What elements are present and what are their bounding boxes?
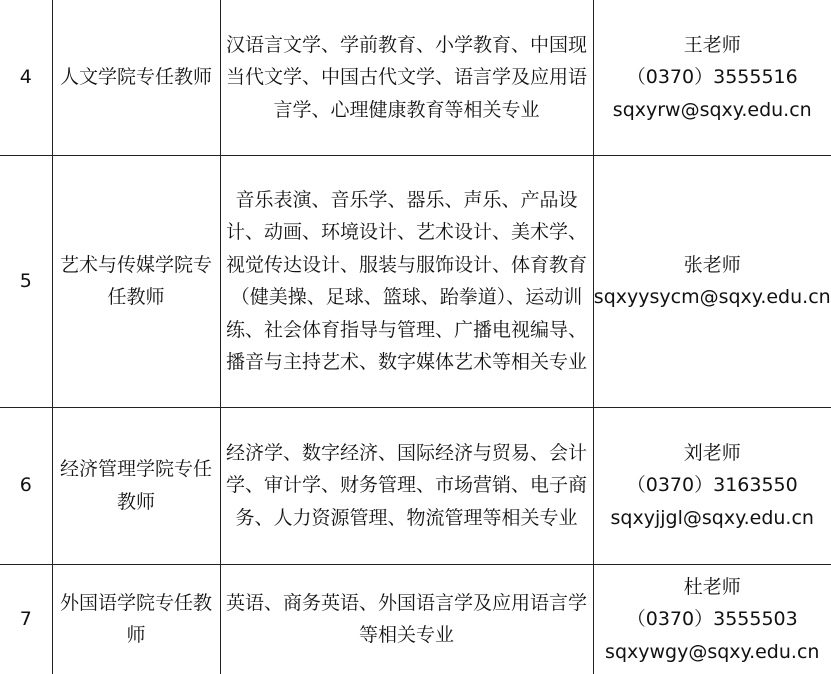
contact-phone: （0370）3163550: [626, 474, 798, 497]
contact-name: 张老师: [683, 253, 741, 276]
row-number: 5: [0, 155, 52, 407]
contact-info: [593, 407, 831, 564]
major-requirements: 经济学、数字经济、国际经济与贸易、会计学、审计学、财务管理、市场营销、电子商务、人力资源管理、物流管理等相关专业: [220, 407, 593, 564]
major-requirements: 音乐表演、音乐学、器乐、声乐、产品设计、动画、环境设计、艺术设计、美术学、视觉传达设计、服装与服饰设计、体育教育（健美操、足球、篮球、跆拳道）、运动训练、社会体育指导与管理、广播电视编导、播音与主持艺术、数字媒体艺术等相关专业: [220, 155, 593, 407]
contact-phone: （0370）3555503: [626, 608, 798, 630]
position-name: 经济管理学院专任教师: [52, 407, 220, 564]
major-requirements: 汉语言文学、学前教育、小学教育、中国现当代文学、中国古代文学、语言学及应用语言学、心理健康教育等相关专业: [220, 0, 593, 155]
position-name: 外国语学院专任教师: [52, 564, 220, 674]
contact-name: 刘老师: [683, 441, 741, 464]
major-requirements: 英语、商务英语、外国语言学及应用语言学等相关专业: [220, 564, 593, 674]
contact-name: 杜老师: [683, 575, 741, 598]
contact-email[interactable]: sqxyysycm@sqxy.edu.cn: [593, 286, 831, 308]
contact-info: [593, 564, 831, 674]
table-row: [0, 155, 831, 407]
contact-info: [593, 155, 831, 407]
position-name: 人文学院专任教师: [52, 0, 220, 155]
contact-phone: （0370）3555516: [626, 66, 798, 88]
contact-email[interactable]: sqxyrw@sqxy.edu.cn: [612, 98, 812, 121]
row-number: 7: [0, 564, 52, 674]
contact-email[interactable]: sqxyjjgl@sqxy.edu.cn: [610, 506, 814, 529]
contact-info: [593, 0, 831, 155]
row-number: 4: [0, 0, 52, 155]
contact-email[interactable]: sqxywgy@sqxy.edu.cn: [605, 640, 820, 663]
row-number: 6: [0, 407, 52, 564]
position-name: 艺术与传媒学院专任教师: [52, 155, 220, 407]
table-row: [0, 564, 831, 674]
table-row: [0, 0, 831, 155]
table-row: [0, 407, 831, 564]
contact-name: 王老师: [683, 33, 741, 56]
